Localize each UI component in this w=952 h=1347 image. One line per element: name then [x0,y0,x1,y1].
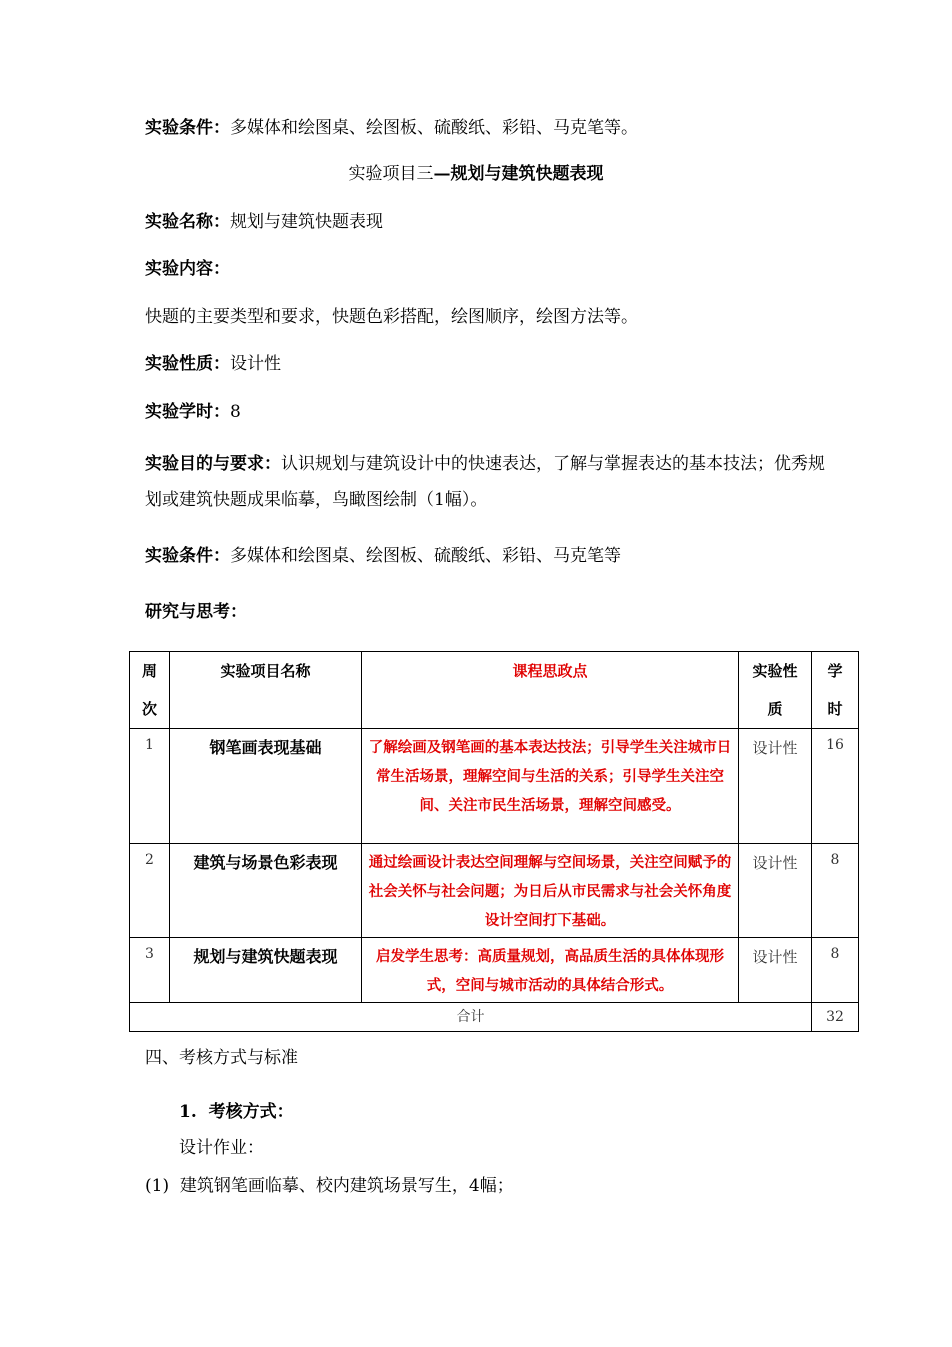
experiment-content-label: 实验内容： [145,259,230,279]
item1-text: 建筑钢笔画临摹、校内建筑场景写生，4幅； [179,1176,514,1196]
total-label: 合计 [130,1003,812,1032]
row3-hours: 8 [812,938,859,1003]
research-label-line [145,600,247,624]
row1-name: 钢笔画表现基础 [170,729,362,844]
method-title: 考核方式： [208,1102,294,1122]
conditions-label-2: 实验条件： [145,546,230,566]
row2-nature: 设计性 [739,844,812,938]
total-value: 32 [812,1003,859,1032]
header-ideology: 课程思政点 [362,652,739,729]
row1-nature: 设计性 [739,729,812,844]
experiment-hours-value: 8 [230,402,241,422]
conditions-text-2: 多媒体和绘图桌、绘图板、硫酸纸、彩铅、马克笔等 [230,546,621,566]
experiment-hours-line [145,400,241,424]
row1-week: 1 [130,729,170,844]
research-label: 研究与思考： [145,602,247,622]
experiment-content-label-line [145,257,230,281]
row2-ideology: 通过绘画设计表达空间理解与空间场景，关注空间赋予的社会关怀与社会问题；为日后从市民需求与社会关怀角度设计空间打下基础。 [362,844,739,938]
experiment-nature-line [145,352,281,376]
table-row [130,844,859,938]
row2-week: 2 [130,844,170,938]
experiment-nature-value: 设计性 [230,354,281,374]
item1-number: (1) [145,1176,170,1196]
header-week: 周次 [130,652,170,729]
table-row [130,729,859,844]
experiment-goal-paragraph [145,446,825,518]
table-row [130,938,859,1003]
experiment-conditions-line-2 [145,544,621,568]
assessment-section-title: 四、考核方式与标准 [145,1048,298,1068]
experiment-goal-label: 实验目的与要求： [145,454,281,474]
method-number: 1. [179,1102,197,1122]
row2-hours: 8 [812,844,859,938]
experiment-name-line [145,210,383,234]
experiment-hours-label: 实验学时： [145,402,230,422]
header-hours: 学时 [812,652,859,729]
row3-name: 规划与建筑快题表现 [170,938,362,1003]
experiment-name-value: 规划与建筑快题表现 [230,212,383,232]
table-header-row [130,652,859,729]
header-name: 实验项目名称 [170,652,362,729]
design-work-label: 设计作业： [179,1138,264,1158]
experiment-content-text: 快题的主要类型和要求，快题色彩搭配，绘图顺序，绘图方法等。 [145,307,638,327]
assessment-item-1 [145,1174,514,1198]
row1-ideology: 了解绘画及钢笔画的基本表达技法；引导学生关注城市日常生活场景，理解空间与生活的关系；引导学生关注空间、关注市民生活场景，理解空间感受。 [362,729,739,844]
row3-ideology: 启发学生思考：高质量规划，高品质生活的具体体现形式，空间与城市活动的具体结合形式。 [362,938,739,1003]
project3-title-prefix: 实验项目三 [348,164,434,184]
conditions-text: 多媒体和绘图桌、绘图板、硫酸纸、彩铅、马克笔等。 [230,118,638,138]
header-nature: 实验性质 [739,652,812,729]
course-table [129,651,859,1032]
experiment-goal-text: 认识规划与建筑设计中的快速表达，了解与掌握表达的基本技法；优秀规划或建筑快题成果临摹，鸟瞰图绘制（1幅）。 [145,454,825,510]
row3-week: 3 [130,938,170,1003]
experiment-nature-label: 实验性质： [145,354,230,374]
assessment-method-heading [179,1100,294,1124]
table-total-row [130,1003,859,1032]
project3-title-bold: —规划与建筑快题表现 [433,164,604,184]
experiment-name-label: 实验名称： [145,212,230,232]
project3-title [0,162,952,186]
row1-hours: 16 [812,729,859,844]
row3-nature: 设计性 [739,938,812,1003]
experiment-conditions-line-1 [145,116,638,140]
row2-name: 建筑与场景色彩表现 [170,844,362,938]
conditions-label: 实验条件： [145,118,230,138]
